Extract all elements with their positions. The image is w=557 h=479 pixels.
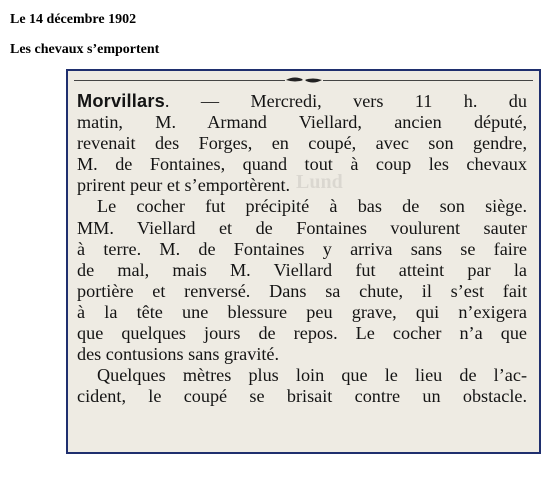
clipping-line: M. de Fontaines, quand tout à coup les chevaux xyxy=(77,154,527,175)
clipping-line: cident, le coupé se brisait contre un obstacle. xyxy=(77,386,527,407)
clipping-line: que quelques jours de repos. Le cocher n’a que xyxy=(77,323,527,344)
bleed-through-text: Lund xyxy=(296,171,343,193)
clipping-line: des contusions sans gravité. xyxy=(77,344,280,365)
clipping-line: à la tête une blessure peu grave, qui n’exigera xyxy=(77,301,527,322)
clipping-line: MM. Viellard et de Fontaines voulurent sauter xyxy=(77,217,527,238)
article-date: Le 14 décembre 1902 xyxy=(10,12,137,27)
clipping-line: Morvillars. — Mercredi, vers 11 h. du xyxy=(77,91,527,111)
ornament-icon xyxy=(285,74,323,86)
clipping-line: prirent peur et s’emportèrent. xyxy=(77,175,291,196)
place-name: Morvillars xyxy=(77,91,165,111)
clipping-line: Le cocher fut précipité à bas de son siège. xyxy=(97,196,527,217)
newspaper-clipping xyxy=(66,69,541,454)
clipping-line: Quelques mètres plus loin que le lieu de l’ac- xyxy=(97,365,527,386)
clipping-line: revenait des Forges, en coupé, avec son gendre, xyxy=(77,133,527,154)
article-headline: Les chevaux s’emportent xyxy=(10,42,160,57)
clipping-text xyxy=(77,91,527,407)
clipping-line: à terre. M. de Fontaines y arriva sans se faire xyxy=(77,238,527,259)
clipping-line: de mal, mais M. Viellard fut atteint par la xyxy=(77,259,527,280)
clipping-line: portière et renversé. Dans sa chute, il s’est fait xyxy=(77,280,527,301)
clipping-line: matin, M. Armand Viellard, ancien député, xyxy=(77,112,527,133)
